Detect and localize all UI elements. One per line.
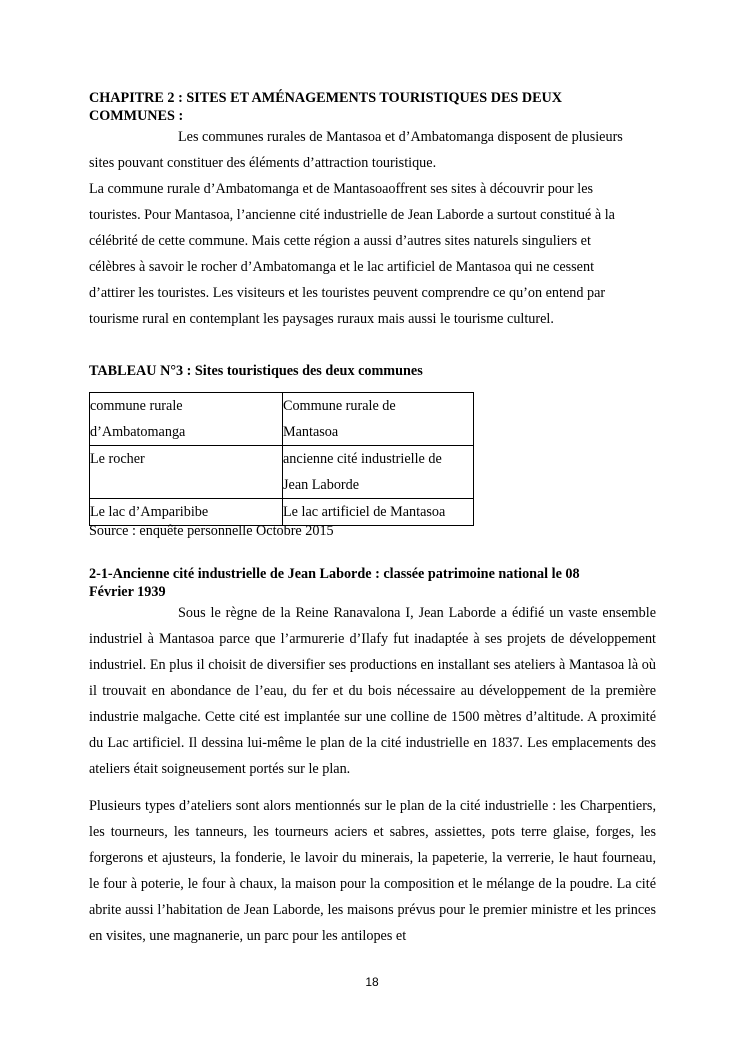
table-cell-text: Mantasoa: [283, 424, 339, 440]
table-cell-text: Commune rurale de: [283, 398, 396, 414]
chapter-heading: [89, 89, 656, 125]
table-cell: [283, 446, 474, 499]
section-paragraph-1: Sous le règne de la Reine Ranavalona I, Jean Laborde a édifié un vaste ensemble industriel à Mantasoa parce que l’armurerie d’Ilafy fut inadaptée à ses projets de développement industriel. En plus il choisit de diversifier ses productions en installant ses ateliers à Mantasoa là où il trouvait en abondance de l’eau, du fer et du bois nécessaire au développement de la première industrie malgache. Cette cité est implantée sur une colline de 1500 mètres d’altitude. A proximité du Lac artificiel. Il dessina lui-même le plan de la cité industrielle en 1837. Les emplacements des ateliers était soigneusement portés sur le plan.: [89, 605, 656, 777]
chapter-heading-line-2: COMMUNES :: [89, 108, 184, 124]
sites-table: [89, 392, 474, 526]
intro-line: touristes. Pour Mantasoa, l’ancienne cité industrielle de Jean Laborde a surtout constitué à la: [89, 207, 615, 223]
table-cell-text: Jean Laborde: [283, 477, 360, 493]
table-cell-text: commune rurale: [90, 398, 183, 414]
intro-line: sites pouvant constituer des éléments d’attraction touristique.: [89, 155, 437, 171]
table-row: [90, 446, 474, 499]
table-cell-text: d’Ambatomanga: [90, 424, 186, 440]
table-cell: [90, 446, 283, 499]
table-cell: [90, 393, 283, 446]
section-heading: [89, 565, 656, 601]
table-source: Source : enquête personnelle Octobre 2015: [89, 523, 334, 539]
intro-line: Les communes rurales de Mantasoa et d’Ambatomanga disposent de plusieurs: [178, 129, 623, 145]
table-cell-text: Le rocher: [90, 451, 145, 467]
table-cell: [283, 393, 474, 446]
intro-line: célébrité de cette commune. Mais cette région a aussi d’autres sites naturels singuliers et: [89, 233, 591, 249]
intro-line: La commune rurale d’Ambatomanga et de Mantasoaoffrent ses sites à découvrir pour les: [89, 181, 594, 197]
page-number: 18: [365, 975, 379, 989]
table-header-row: [90, 393, 474, 446]
table-cell-text: ancienne cité industrielle de: [283, 451, 442, 467]
section-heading-line-1: 2-1-Ancienne cité industrielle de Jean Laborde : classée patrimoine national le 08: [89, 566, 580, 582]
intro-line: d’attirer les touristes. Les visiteurs et les touristes peuvent comprendre ce qu’on entend par: [89, 285, 606, 301]
table-cell-text: Le lac artificiel de Mantasoa: [283, 504, 446, 520]
section-heading-line-2: Février 1939: [89, 584, 166, 600]
section-paragraph-2: Plusieurs types d’ateliers sont alors mentionnés sur le plan de la cité industrielle : les Charpentiers, les tourneurs, les tanneurs, les tourneurs aciers et sabres, assiettes, pots terre glaise, forges, les forgerons et ajusteurs, la fonderie, le lavoir du minerais, la papeterie, la verrerie, le haut fourneau, le four à poterie, le four à chaux, la maison pour la composition et le mélange de la poudre. La cité abrite aussi l’habitation de Jean Laborde, les maisons prévus pour le premier ministre et les princes en visites, une magnanerie, un parc pour les antilopes et: [89, 798, 656, 944]
intro-line: célèbres à savoir le rocher d’Ambatomanga et le lac artificiel de Mantasoa qui ne cessent: [89, 259, 595, 275]
intro-line: tourisme rural en contemplant les paysages ruraux mais aussi le tourisme culturel.: [89, 311, 554, 327]
intro-paragraph: [89, 124, 656, 332]
chapter-heading-line-1: CHAPITRE 2 : SITES ET AMÉNAGEMENTS TOURISTIQUES DES DEUX: [89, 90, 563, 106]
table-title: TABLEAU N°3 : Sites touristiques des deux communes: [89, 363, 423, 379]
table-cell-text: Le lac d’Amparibibe: [90, 504, 209, 520]
